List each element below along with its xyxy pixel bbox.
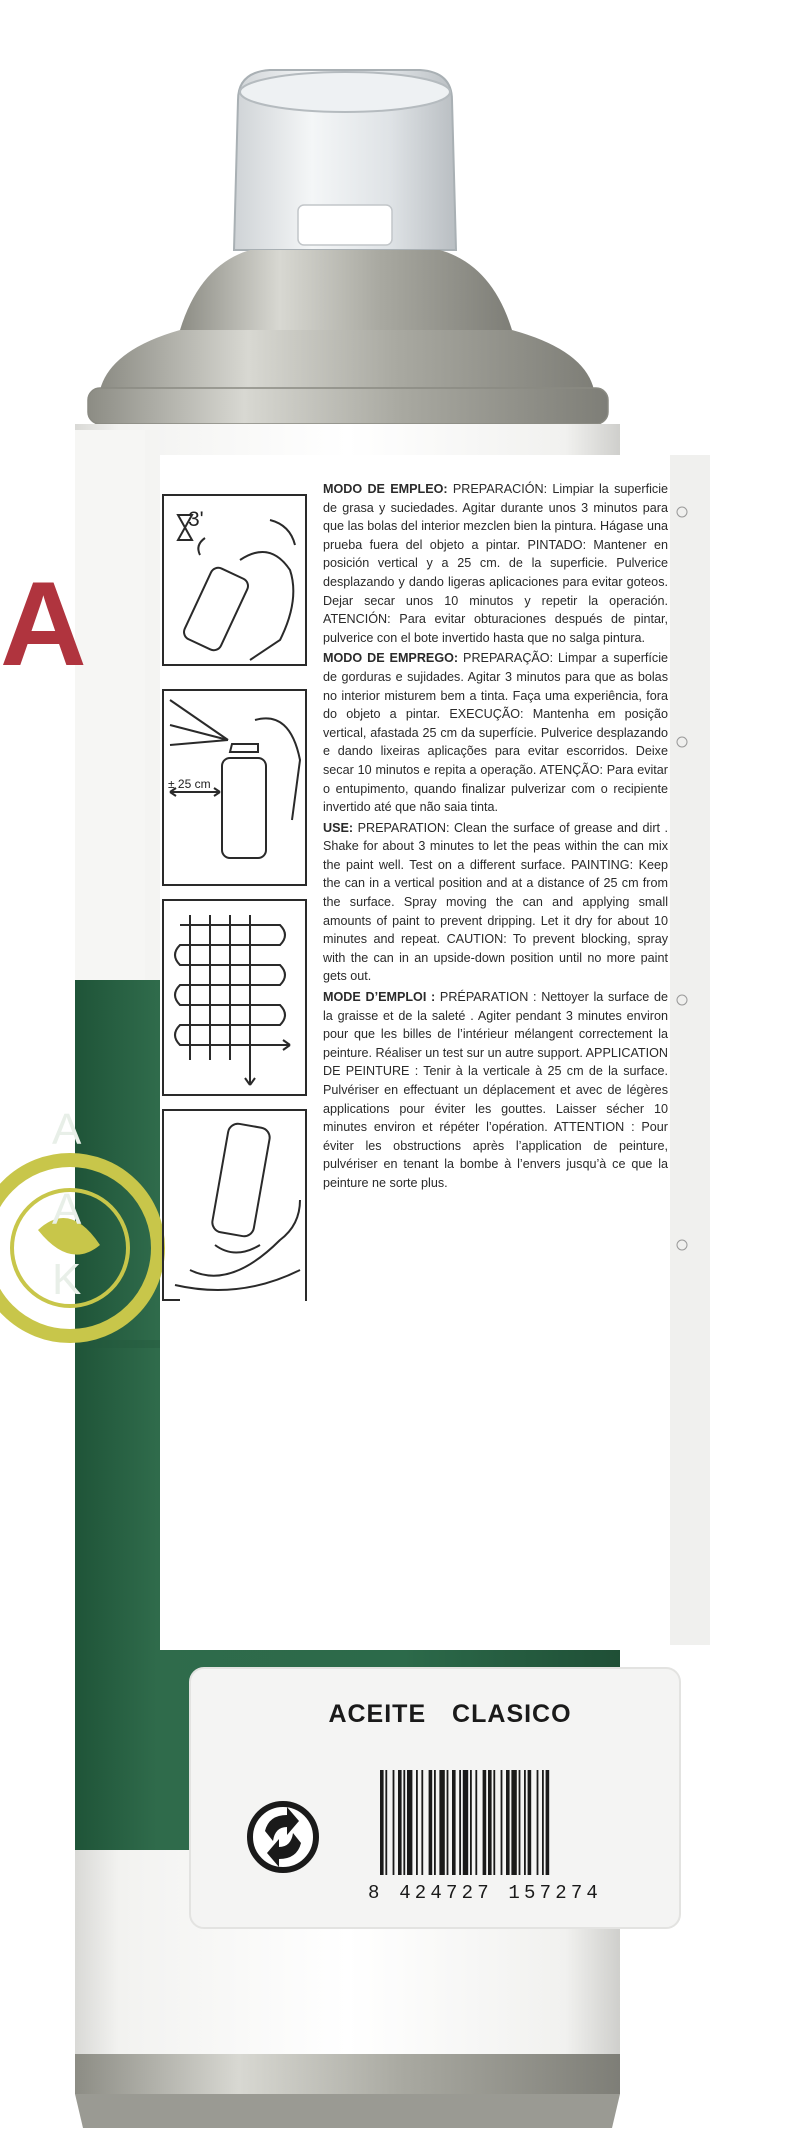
barcode-bar <box>488 1770 492 1875</box>
barcode-bar <box>416 1770 418 1875</box>
product-name: ACEITE CLASICO <box>328 1700 572 1728</box>
nozzle <box>298 205 392 245</box>
volume-cell: 400 ml. <box>180 1298 305 1358</box>
barcode-bar <box>493 1770 495 1875</box>
barcode-bar <box>434 1770 436 1875</box>
barcode-bar <box>546 1770 550 1875</box>
estimated-sign-cell: e <box>440 1298 530 1358</box>
top-rim <box>88 388 608 424</box>
metal-dome <box>180 250 512 330</box>
ean-number: 8 424727 157274 <box>368 1882 603 1904</box>
barcode-bar <box>483 1770 487 1875</box>
barcode-bar <box>452 1770 456 1875</box>
barcode-bar <box>519 1770 521 1875</box>
barcode-bar <box>459 1770 461 1875</box>
barcode-bar <box>380 1770 384 1875</box>
barcode-bar <box>542 1770 544 1875</box>
barcode-bar <box>501 1770 503 1875</box>
side-letter: A <box>52 1185 82 1234</box>
bottom-rim <box>75 2054 620 2094</box>
side-letter: K <box>52 1255 82 1304</box>
spec-row <box>180 1298 640 1364</box>
barcode-bar <box>511 1770 516 1875</box>
color-code-cell: 3 <box>535 1298 635 1358</box>
distance-label: ± 25 cm <box>168 777 211 791</box>
barcode-bar <box>470 1770 472 1875</box>
code-cell: 520 <box>310 1298 435 1358</box>
brand-fragment: A <box>0 557 87 691</box>
barcode-bar <box>403 1770 405 1875</box>
barcode-bar <box>407 1770 412 1875</box>
barcode-bar <box>506 1770 510 1875</box>
instructions-en: USE: PREPARATION: Clean the surface of grease and dirt . Shake for about 3 minutes to let the peas within the can mix the paint well. Test on a different surface. PAINTING: Keep the can in a vertical position and at a distance of 25 cm from the surface. Spray moving the can and applying small amounts of paint to prevent dripping. Let it dry for about 10 minutes and repeat. CAUTION: To prevent blocking, spray with the can in an upside-down position until no more paint gets out. <box>323 820 668 984</box>
side-letter: A <box>52 1105 82 1154</box>
green-dot-recycle-icon <box>250 1804 316 1870</box>
instructions-es: MODO DE EMPLEO: PREPARACIÓN: Limpiar la superficie de grasa y suciedades. Agitar durante unos 3 minutos para que las bolas del interior mezclen bien la pintura. Hágase una prueba fuera del objeto a pintar. PINTADO: Mantener en posición vertical y a 25 cm. de la superficie. Pulverice desplazando y dando ligeras aplicaciones para evitar goteos. Dejar secar unos 10 minutos y repetir la operación. ATENCIÓN: Para evitar obturaciones después de pintar, pulverice con el bote invertido hasta que no salga pintura. <box>323 482 668 645</box>
barcode-bar <box>385 1770 387 1875</box>
instructions-fr: MODE D’EMPLOI : PRÉPARATION : Nettoyer la surface de la graisse et de la saleté . Agiter pendant 3 minutes environ pour que les billes de l’intérieur mélangent correctement la peinture. Réaliser un test sur un autre support. APPLICATION DE PEINTURE : Tenir à la verticale à 25 cm de la surface. Pulvériser en effectuant un déplacement et avec de légères applications pour éviter les gouttes. Laisser sécher 10 minutes environ et répéter l’opération. ATTENTION : Pour éviter les obstructions après l’application de peinture, pulvériser en tenant la bombe à l’envers jusqu’à ce que la peinture ne sorte plus. <box>323 990 668 1190</box>
barcode-bar <box>398 1770 402 1875</box>
barcode-bar <box>439 1770 444 1875</box>
barcode-bar <box>447 1770 449 1875</box>
barcode-bar <box>528 1770 532 1875</box>
barcode-bar <box>421 1770 423 1875</box>
barcode-bar <box>475 1770 477 1875</box>
barcode-bar <box>393 1770 395 1875</box>
instructions-pt: MODO DE EMPREGO: PREPARAÇÃO: Limpar a superfície de gorduras e sujidades. Agitar 3 minutos para que as bolas no interior misturem bem a tinta. Faça uma experiência, fora do objeto a pintar. EXECUÇÃO: Mantenha em posição vertical, afastada 25 cm da superfície. Pulverice desplazando e dando lixeiras aplicações para evitar escorridos. Deixe secar 10 minutos e repita a operação. ATENÇÃO: Para evitar o entupimento, quando finalizar pulverizar com o recipiente invertido até que não saia tinta. <box>323 651 669 815</box>
barcode-bar <box>524 1770 526 1875</box>
usage-instructions <box>323 480 668 1195</box>
barcode-bar <box>429 1770 433 1875</box>
barcode-bar <box>537 1770 539 1875</box>
shake-time-label: 3' <box>188 508 204 531</box>
barcode-bar <box>463 1770 468 1875</box>
